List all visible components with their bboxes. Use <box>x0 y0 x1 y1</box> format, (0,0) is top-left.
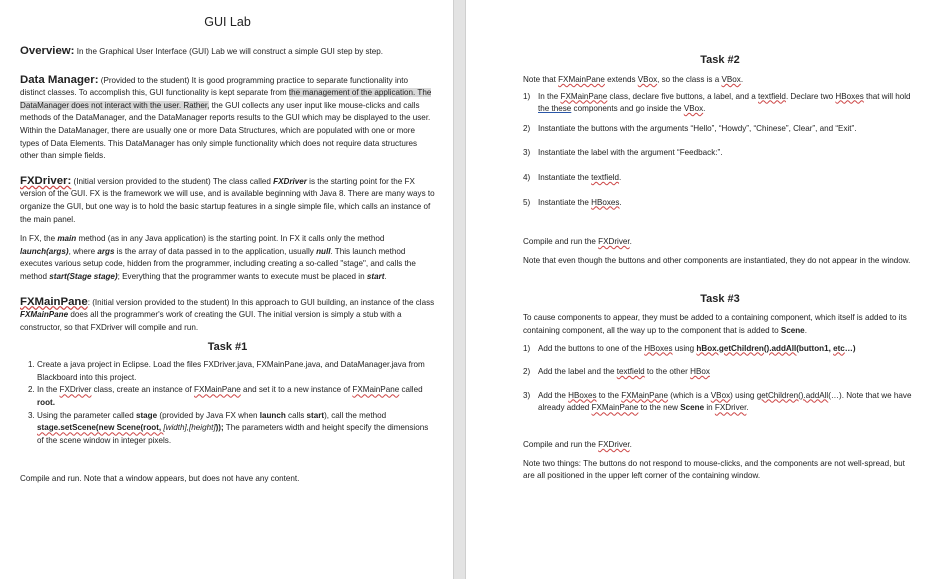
fx-text-7: . <box>384 271 387 281</box>
task3-item-3-class: FXMainPane <box>621 390 669 400</box>
document-page-right <box>466 0 943 579</box>
task3-item-3-class-b: FXMainPane <box>591 403 639 413</box>
task3-item-2-hbox: HBox <box>690 367 710 377</box>
fx-main-keyword: main <box>57 234 77 244</box>
task2-item-1-textfield: textfield <box>758 91 786 101</box>
task2-compile-text: Compile and run the <box>523 237 599 247</box>
task1-item-3-text: Using the parameter called <box>37 410 136 420</box>
task2-item-5-text-b: . <box>619 197 622 207</box>
task2-item-1-class: FXMainPane <box>560 91 608 101</box>
task1-item-2-text-b: class, create an instance of <box>91 385 195 395</box>
task3-item-3-text-d: ) using <box>730 390 757 400</box>
fxmainpane-text: : (Initial version provided to the student) In this approach to GUI building, an instance of the class <box>87 297 435 307</box>
fxmainpane-heading: FXMainPane <box>20 295 88 308</box>
task1-item-2-class-c: FXMainPane <box>352 385 400 395</box>
task1-item-3-text-c: calls <box>285 410 307 420</box>
task3-item-2-text-b: to the other <box>644 367 691 377</box>
task3-item-3-text-f: to the new <box>638 403 681 413</box>
task2-item-4-number: 4) <box>523 172 531 182</box>
task2-item-5-text: Instantiate the <box>538 197 592 207</box>
task3-item-1-hboxes: HBoxes <box>644 343 673 353</box>
fx-text-4: is the array of data passed in to the application, usually <box>114 246 317 256</box>
task2-intro-text-c: , so the class is a <box>657 75 722 84</box>
task1-launch-keyword: launch <box>259 410 286 420</box>
task2-intro-text: Note that <box>523 75 559 84</box>
task3-item-3-hboxes: HBoxes <box>568 390 597 400</box>
highlighted-text: the management of the application. The DataManager does not interact with the user. Rather, <box>20 88 432 110</box>
task2-item-1-number: 1) <box>523 91 531 101</box>
task2-item-1-text-f: . <box>703 104 706 114</box>
task1-heading: Task #1 <box>207 341 248 354</box>
task3-item-3-text-c: (which is a <box>668 390 711 400</box>
fxmainpane-class-name: FXMainPane <box>20 310 69 320</box>
task2-item-4-textfield: textfield <box>591 172 620 182</box>
task2-intro-text-b: extends <box>604 75 638 84</box>
task1-footer: Compile and run. Note that a window appears, but does not have any content. <box>20 474 300 484</box>
task1-setscene-close: )); <box>215 423 224 433</box>
task1-item-3-text-e: The parameters width and height specify the dimensions of the scene window in integer pixels. <box>37 423 429 445</box>
fx-text-6: ; Everything that the programmer wants to execute must be placed in <box>117 271 367 281</box>
task2-item-2-text: Instantiate the buttons with the arguments “Hello”, “Howdy”, “Chinese”, Clear”, and “Exit”. <box>538 123 857 133</box>
fxdriver-text: (Initial version provided to the student) The class called <box>73 176 274 186</box>
task2-item-1-hboxes: HBoxes <box>835 91 864 101</box>
task1-dimension-params: [width],[height] <box>163 423 216 433</box>
task2-item-1-vbox: VBox <box>683 104 704 114</box>
task1-item-3-text-d: ), call the method <box>324 410 387 420</box>
overview-text: In the Graphical User Interface (GUI) Lab we will construct a simple GUI step by step. <box>76 47 384 56</box>
task2-note: Note that even though the buttons and other components are instantiated, they do not appear in the window. <box>523 255 911 265</box>
task2-item-1-text-c: . Declare two <box>785 91 836 101</box>
task3-compile-class: FXDriver <box>598 439 630 449</box>
page-title: GUI Lab <box>204 15 251 29</box>
task3-item-1-text: Add the buttons to one of the <box>538 343 645 353</box>
task1-start-keyword: start <box>306 410 325 420</box>
task2-item-3-number: 3) <box>523 148 531 158</box>
fx-text-1: In FX, the <box>20 234 58 244</box>
task2-intro <box>523 74 917 87</box>
overview-heading: Overview: <box>20 45 75 57</box>
data-manager-text-rest: the GUI collects any user input like mouse-clicks and calls methods of the DataManager, and the DataManager reports results to the GUI which may be displayed to the user. Within the DataManager, there are usually one or more Data Structures, which are populated with one or more types of Data Elements. This DataManager has only simple functionality which does not require data structures other than simple fields. <box>20 100 431 161</box>
fx-null-keyword: null <box>316 246 331 256</box>
fx-args-keyword: args <box>97 246 115 256</box>
task1-setscene-code: stage.setScene(new Scene(root, <box>37 423 164 433</box>
task2-item-5 <box>523 197 917 210</box>
fx-start-signature: start(Stage stage) <box>49 271 118 281</box>
task2-item-1-text-e: components and go inside the <box>571 104 684 114</box>
overview-paragraph <box>20 45 435 59</box>
task3-item-3-number: 3) <box>523 390 531 400</box>
task3-intro-text: To cause components to appear, they must be added to a containing component, which itself is added to its containing component, all the way up to the component that is added to <box>523 313 907 335</box>
fx-text-2: method (as in any Java application) is the starting point. In FX it calls only the method <box>76 234 385 244</box>
task1-item-1-text: Create a java project in Eclipse. Load the files FXDriver.java, FXMainPane.java, and DataManager.java from Blackboard into this project. <box>37 360 425 382</box>
task2-item-5-number: 5) <box>523 197 531 207</box>
task2-compile-text-b: . <box>629 237 632 247</box>
fx-launch-paragraph <box>20 233 435 283</box>
task3-item-1-text-b: using <box>672 343 697 353</box>
task3-item-1-code: hBox.getChildren().addAll( <box>696 343 799 353</box>
task2-item-4-text: Instantiate the <box>538 172 592 182</box>
task3-item-3-text-h: . <box>746 403 749 413</box>
task3-item-1-etc: etc <box>833 343 845 353</box>
fxdriver-text-rest: is the starting point for the FX version of the GUI. FX is the framework we will use, and is available beginning with Java 8. There are many ways to organize the GUI, but one way is to hold the basic startup features in a single simple file, which calls an instance of the main panel. <box>20 176 435 224</box>
task2-item-1-underlined: the these <box>538 104 572 114</box>
task3-item-3-body <box>538 390 917 415</box>
task3-compile <box>523 439 917 452</box>
task2-item-4-body <box>538 172 621 185</box>
task2-item-1-text-b: class, declare five buttons, a label, and a <box>607 91 759 101</box>
fxmainpane-text-rest: does all the programmer's work of creating the GUI. The initial version is simply a stub with a constructor, so that FXDriver will compile and run. <box>20 310 402 332</box>
document-page-left <box>0 0 453 579</box>
task3-item-2-text: Add the label and the <box>538 367 617 377</box>
task3-item-3 <box>523 390 917 415</box>
data-manager-paragraph <box>20 74 435 163</box>
task3-item-1-code-b: button1, <box>798 343 834 353</box>
fxdriver-class-name: FXDriver <box>273 176 307 186</box>
task3-scene-keyword: Scene <box>780 325 805 335</box>
task2-compile <box>523 236 917 249</box>
task2-item-5-hboxes: HBoxes <box>591 197 620 207</box>
task3-item-1-body <box>538 343 856 356</box>
task2-intro-class: FXMainPane <box>558 75 605 84</box>
task1-item-2-text-d: called <box>399 385 423 395</box>
task2-item-3-text: Instantiate the label with the argument “Feedback:”. <box>538 148 723 158</box>
task2-item-5-body <box>538 197 622 210</box>
task2-compile-class: FXDriver <box>598 237 630 247</box>
fx-text-5: . This launch method executes various setup code, hidden from the programmer, including creating a so-called "stage", and calls the method <box>20 246 416 281</box>
fx-start-keyword: start <box>366 271 385 281</box>
task2-item-1-text: In the <box>538 91 561 101</box>
task3-intro-text-b: . <box>804 325 807 335</box>
task2-intro-text-d: . <box>740 75 744 84</box>
task3-item-3-text-b: to the <box>596 390 622 400</box>
task1-stage-keyword: stage <box>135 410 158 420</box>
task3-item-2 <box>523 366 917 379</box>
task2-item-3 <box>523 147 917 160</box>
task2-item-1-body <box>538 91 917 116</box>
fx-text-3: , where <box>68 246 98 256</box>
task1-item-2-class: FXDriver <box>59 385 92 395</box>
task3-item-1-code-c: …) <box>844 343 856 353</box>
task2-item-1-text-d: that will hold <box>863 91 911 101</box>
task2-intro-vbox-b: VBox <box>721 75 741 84</box>
task3-item-2-number: 2) <box>523 367 531 377</box>
page-gap <box>453 0 466 579</box>
data-manager-text: (Provided to the student) It is good programming practice to separate functionality into distinct classes. To accomplish this, GUI functionality is kept separate from <box>20 75 409 98</box>
fxmainpane-paragraph <box>20 296 435 335</box>
task1-item-3-text-b: (provided by Java FX when <box>157 410 260 420</box>
task3-note: Note two things: The buttons do not respond to mouse-clicks, and the components are not well-spread, but are all positioned in the upper left corner of the containing window. <box>523 458 905 481</box>
task3-compile-text: Compile and run the <box>523 439 599 449</box>
task1-item-1 <box>37 359 435 384</box>
fxdriver-paragraph <box>20 175 435 226</box>
task2-item-4-text-b: . <box>619 172 622 182</box>
task1-item-3 <box>37 410 435 448</box>
task3-item-3-code: getChildren().addAll <box>756 390 829 400</box>
task2-intro-vbox: VBox <box>637 75 658 84</box>
task3-item-2-body <box>538 366 710 379</box>
task3-item-1-number: 1) <box>523 343 531 353</box>
task1-item-2-class-b: FXMainPane <box>194 385 241 395</box>
task3-item-1 <box>523 343 917 356</box>
task2-item-4 <box>523 172 917 185</box>
task3-item-3-text-g: in <box>704 403 715 413</box>
task2-heading: Task #2 <box>700 54 740 66</box>
task1-item-2-root: root. <box>37 398 55 408</box>
task3-item-3-driver: FXDriver <box>714 403 747 413</box>
task1-item-2-text-c: and set it to a new instance of <box>240 385 353 395</box>
task3-item-3-vbox: VBox <box>710 390 731 400</box>
task3-item-2-textfield: textfield <box>616 367 645 377</box>
task2-item-1 <box>523 91 917 116</box>
fx-launch-keyword: launch(args) <box>20 246 69 256</box>
task3-item-3-text-e: (…). Note that we have already added <box>538 390 912 413</box>
task3-item-3-scene: Scene <box>680 403 705 413</box>
task3-heading: Task #3 <box>700 293 740 306</box>
task3-item-3-text: Add the <box>538 390 569 400</box>
task3-compile-text-b: . <box>629 439 632 449</box>
data-manager-heading: Data Manager: <box>20 73 99 86</box>
task3-intro <box>523 312 917 337</box>
task1-item-2 <box>37 384 435 409</box>
task2-item-2-number: 2) <box>523 123 531 133</box>
task1-item-2-text: In the <box>37 385 60 395</box>
task1-list <box>20 359 435 447</box>
fxdriver-heading: FXDriver: <box>20 174 72 187</box>
task2-item-2 <box>523 123 917 136</box>
